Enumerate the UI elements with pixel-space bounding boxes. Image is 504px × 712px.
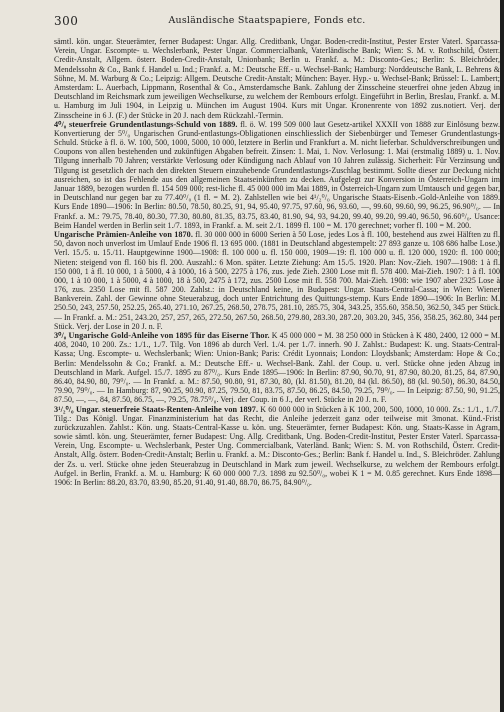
paragraph-text: fl. ö. W. 199 509 000 laut Gesetz-artikel XXXII von 1888 zur Einlösung bezw. Konvertierung der 5⁰/₀ Ungarischen Grund-entlastungs-Obligationen einschliesslich der Siebenbürger und Temeser Grundentlastungs-Schuld. Stücke à fl. ö. W. 100, 500, 1000, 5000, 10 000, letztere in Berlin und Frankfurt a. M. nicht lieferbar. Schuldverschreibungen und Coupons von allen bestehenden und zukünftigen Abgaben befreit. Zinsen: 1. Mai, 1. Nov. Verlosung: 1. Mai (erstmalig 1889) u. 1. Nov. Tilgung innerhalb 70 Jahren; verstärkte Verlosung oder Kündigung nach Ablauf von 10 Jahren zulässig. Sicherheit: Für Verzinsung und Tilgung ist gesetzlich der nach den direkten Steuern einzuhebende Grundentlastungs-Zuschlag bestimmt. Sollte dieser zur Deckung nicht ausreichen, so ist das Fehlende aus den allgemeinen Staatseinkünften zu decken. Aufgelegt zur Konversion in Österreich-Ungarn im Januar 1889, bezogen wurden fl. 154 509 000; rest-liche fl. 45 000 000 im Mai 1889, in Österreich-Ungarn zum Umtausch und gegen bar, in Deutschland nur gegen bar zu 77.40⁰/₀ (1 fl. = M. 2). Zahlstellen wie bei 4¹/₂⁰/₀ Ungarische Staats-Eisenb.-Gold-Anleihe von 1889. Kurs Ende 1890—1906: In Berlin: 80.50, 78.50, 80.25, 91, 94, 95.40, 97.75, 97.60, 96, 93.60, —, 99.60, 99.60, 99, 96.25, 96.90⁰/₀. — In Frankf. a. M.: 79.75, 78.40, 80.30, 77.30, 80.80, 81.35, 83.75, 83.40, 81.90, 94, 93, 94.20, 99.40, 99.20, 99.40, 96.50, 96.60⁰/₀. Usance: Beim Handel werden in Berlin seit 1./7. 1893, in Frankf. a. M. seit 2./1. 1899 fl. 100 = M. 170 gerechnet; vorher fl. 100 = M. 200. — [54, 119, 500, 230]
paragraph — [54, 331, 500, 405]
page-number: 300 — [54, 14, 79, 28]
paragraph-text: K 45 000 000 = M. 38 250 000 in Stücken à K 480, 2400, 12 000 = M. 408, 2040, 10 200. Zs.: 1./1., 1./7. Tilg. Von 1896 ab durch Verl. 1./4. per 1./7. innerh. 90 J. Zahlst.: Budapest: K. ung. Staats-Central-Kassa; Ung. Escompte- u. Wechslerbank; Wien: Union-Bank; Paris: Crédit Lyonnais; London: Lloydsbank; Amsterdam: Hope & Co.; Berlin: Mendelssohn & Co.; Frankf. a. M.: Deutsche Eff.- u. Wechsel-Bank. Zahl. der Coup. u. verl. Stücke ohne jeden Abzug in Deutschland in Mark. Aufgel. 15./7. 1895 zu 87⁰/₀. Kurs Ende 1895—1906: In Berlin: 87.90, 90.70, 91, 87.90, 80.20, 81.25, 84, 87.90, 86.40, 84.90, 80, 79⁰/₀. — In Frankf. a. M.: 87.50, 90.80, 91, 87.30, 80, (kl. 81.50), 81.20, 84 (kl. 86.50), 88 (kl. 90.50), 86.30, 84.50, 79.90, 79⁰/₀. — In Hamburg: 87, 90.25, 90.90, 87.25, 79.50, 81, 83.75, 87.50, 86.25, 84.50, 79.25, 79⁰/₀. — In Leipzig: 87.50, 90, 91.25, 87.50, —, —, 84, 87.50, 86.75, —, 79.25, 78.75⁰/₀. Verj. der Coup. in 6 J., der verl. Stücke in 20 J. n. F. — [54, 331, 500, 405]
paragraph — [54, 230, 500, 331]
paragraph-heading: 4⁰/₀ steuerfreie Grundentlastungs-Schuld von 1889. — [54, 119, 238, 129]
paragraph — [54, 37, 500, 120]
page-body — [54, 37, 500, 487]
running-head: Ausländische Staatspapiere, Fonds etc. — [168, 15, 366, 26]
paragraph-text: fl. 30 000 000 in 6000 Serien à 50 Lose, jedes Los à fl. 100, bestehend aus zwei Hälften zu fl. 50, davon noch unverlost im Umlauf Ende 1906 fl. 13 695 000. (1881 in Deutschland abgestempelt: 27 893 ganze u. 108 686 halbe Lose.) Verl. 15./5. u. 15./11. Hauptgewinne 1900—1908: fl. 100 000 u. fl. 150 000, 1909—19: fl. 100 000 u. fl. 120 000, 1920: fl. 100 000; Nieten: steigend von fl. 160 bis fl. 200. Auszahl.: 6 Mon. später. Letzte Ziehung: Am 15./5. 1920. Plan: Nov.-Zieh. 1907—1908: 1 à fl. 150 000, 1 à fl. 10 000, 1 à 5000, 4 à 1000, 16 à 500, 2275 à 176, zus. jede Zieh. 2300 Lose mit fl. 578 400. Mai-Zieh. 1907: 1 à fl. 100 000, 1 à 10 000, 1 à 5000, 4 à 1000, 18 à 500, 2475 à 172, zus. 2500 Lose mit fl. 558 700. Mai-Zieh. 1908: wie 1907 aber 2325 Lose à 176, zus. 2350 Lose mit fl. 587 200. Zahlst.: in Deutschland keine, in Budapest: Ungar. Staats-Central-Cassa; in Wien: Wiener Bankverein. Zahl. der Gewinne ohne Steuerabzug, doch unter Entrichtung des Quittungs-stemp. Kurs Ende 1890—1906: In Berlin: M. 250.50, 243, 257.50, 252.25, 265.40, 271.10, 267.25, 268.50, 278.75, 281.10, 285.75, 304, 343.25, 355.60, 358.50, 362.50, 345 per Stück. — In Frankf. a. M.: 251, 243.20, 257, 257, 265, 272.50, 267.50, 268.50, 279.80, 283.30, 287.20, 303.20, 345, 356, 358.25, 362.80, 344 per Stück. Verj. der Lose in 20 J. n. F. — [54, 229, 500, 331]
scan-edge — [500, 0, 504, 712]
paragraph — [54, 405, 500, 488]
page-header — [54, 14, 480, 30]
paragraph-text: K 60 000 000 in Stücken à K 100, 200, 500, 1000, 10 000. Zs.: 1./1., 1./7. Tilg.: Das Königl. Ungar. Finanzministerium hat das Recht, die Anleihe jederzeit ganz oder teilweise mit 3monat. Künd.-Frist zurückzuzahlen. Zahlst.: Kön. ung. Staats-Central-Kasse u. kön. ung. Steuerämter, ferner Budapest: Kön. ung. Staats-Kasse in Agram, sowie sämtl. kön. ung. Steuerämter, ferner Budapest: Ung. Allg. Creditbank, Ung. Boden-Credit-Institut, Pester Erster Vaterl. Sparcassa-Verein, Ung. Escompte- u. Wechslerbank, Pester Ung. Commercialbank, Vaterländ. Bank; Wien: S. M. von Rothschild, Österr. Credit-Anstalt, Allg. österr. Boden-Credit-Anstalt; Berlin u. Frankf. a. M.: Disconto-Ges.; Berlin: Bank f. Handel u. Ind., S. Bleichröder. Zahlung der Zs. u. verl. Stücke ohne jeden Steuerabzug in Deutschland in Mark zum jeweil. Wechselkurse, zu welchem der Rembours erfolgt. Aufgel. in Berlin, Frankf. a. M. u. Hamburg: K 60 000 000 7./3. 1898 zu 92.50⁰/₀, wobei K 1 = M. 0.85 gerechnet. Kurs Ende 1898—1906: In Berlin: 88.20, 83.70, 83.90, 85.20, 91.40, 91.40, 88.70, 86.75, 84.90⁰/₀. — [54, 404, 500, 487]
paragraph — [54, 120, 500, 230]
paragraph-heading: 3⁰/₀ Ungarische Gold-Anleihe von 1895 für das Eiserne Thor. — [54, 331, 270, 340]
paragraph-heading: Ungarische Prämien-Anleihe von 1870. — [54, 229, 193, 239]
paragraph-text: sämtl. kön. ungar. Steuerämter, ferner Budapest: Ungar. Allg. Creditbank, Ungar. Boden-credit-Institut, Pester Erster Vaterl. Sparcassa-Verein, Ungar. Escompte- u. Wechslerbank, Pester Ungar. Commercialbank, Vaterländische Bank; Wien: S. M. v. Rothschild, Österr. Credit-Anstalt, Allgem. österr. Boden-Credit-Anstalt, Unionbank; Berlin u. Frankf. a. M.: Disconto-Ges.; Berlin: S. Bleichröder, Mendelssohn & Co., Bank f. Handel u. Ind.; Frankf. a. M.: Deutsche Eff.- u. Wechsel-Bank; Hamburg: Norddeutsche Bank, L. Behrens & Söhne, M. M. Warburg & Co.; Leipzig: Allgem. Deutsche Credit-Anstalt; München: Bayer. Hyp.- u. Wechsel-Bank; Brüssel: L. Lambert; Amsterdam: L. Auerbach, Lippmann, Rosenthal & Co., Amsterdamsche Bank. Zahlung der Zinsscheine steuerfrei ohne jeden Abzug in Deutschland im Reichsmark zum jeweiligen Wechselkurse, zu welchem der Rembours erfolgt. Eingeführt in Berlin, Breslau, Frankf. a. M. u. Hamburg im Juli 1904, in Leipzig u. München im August 1904. Kurs mit Ungar. Kronenrente von 1892 zus.notiert. Verj. der Zinsscheine in 6 J. (F.) der Stücke in 20 J. nach dem Rückzahl.-Termin. — [54, 37, 500, 120]
paragraph-heading: 3¹/₂⁰/₀ Ungar. steuerfreie Staats-Renten-Anleihe von 1897. — [54, 404, 259, 414]
